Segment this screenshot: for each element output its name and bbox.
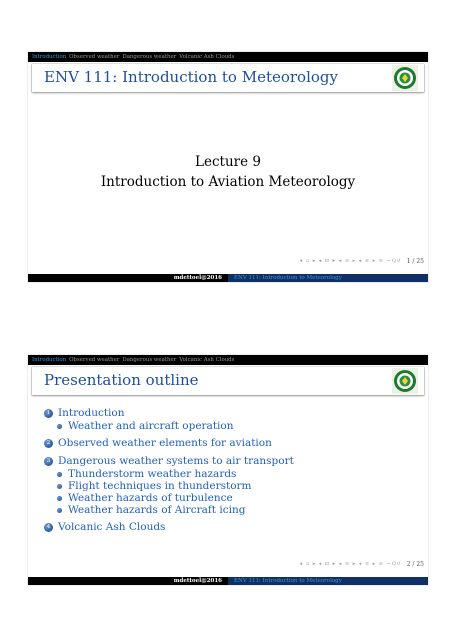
footer-author: mdettoel@2016: [28, 274, 228, 282]
subsection-label[interactable]: Thunderstorm weather hazards: [68, 468, 237, 480]
outline-subsection[interactable]: [44, 492, 294, 504]
outline-section[interactable]: [44, 455, 294, 468]
nav-item-volcanic-ash[interactable]: Volcanic Ash Clouds: [179, 357, 235, 363]
slide-title: Presentation outline: [44, 371, 199, 389]
slide-title-bar: [32, 367, 424, 395]
slide-title: ENV 111: Introduction to Meteorology: [44, 68, 338, 86]
beamer-navigation-icons[interactable]: ◂ ▫ ▸ ◂ ⊡ ▸ ◂ ≡ ▸ ◂ ≡ ▸ ≡ ∽Q↺: [299, 561, 402, 567]
bullet-ball-icon: [57, 508, 62, 513]
section-label[interactable]: Observed weather elements for aviation: [58, 437, 272, 449]
subsection-label[interactable]: Weather hazards of Aircraft icing: [68, 504, 246, 516]
bullet-ball-icon: [57, 424, 62, 429]
section-navbar: [28, 355, 428, 365]
section-number-ball-icon: 4: [44, 523, 53, 532]
outline-subsection[interactable]: [44, 468, 294, 480]
subsection-label[interactable]: Flight techniques in thunderstorm: [68, 480, 252, 492]
footer-course: ENV 111: Introduction to Meteorology: [228, 274, 428, 282]
page-number: 2 / 25: [406, 561, 424, 568]
university-logo-icon: [392, 65, 418, 91]
footer-author: mdettoel@2016: [28, 577, 228, 585]
bullet-ball-icon: [57, 472, 62, 477]
slide-1: [28, 52, 428, 282]
outline-subsection[interactable]: [44, 504, 294, 516]
nav-item-introduction[interactable]: Introduction: [32, 357, 67, 363]
outline-section[interactable]: [44, 407, 294, 420]
university-logo-icon: [392, 368, 418, 394]
outline-section[interactable]: [44, 437, 294, 450]
slide-title-bar: [32, 64, 424, 92]
section-label[interactable]: Introduction: [58, 407, 125, 419]
slide-footer: [28, 577, 428, 585]
subsection-label[interactable]: Weather and aircraft operation: [68, 420, 234, 432]
section-number-ball-icon: 1: [44, 409, 53, 418]
section-number-ball-icon: 3: [44, 457, 53, 466]
lecture-number: Lecture 9: [195, 154, 261, 170]
nav-item-dangerous-weather[interactable]: Dangerous weather: [122, 54, 177, 60]
outline-subsection[interactable]: [44, 480, 294, 492]
outline-subsection[interactable]: [44, 420, 294, 432]
bullet-ball-icon: [57, 496, 62, 501]
footer-course: ENV 111: Introduction to Meteorology: [228, 577, 428, 585]
beamer-navigation-icons[interactable]: ◂ ▫ ▸ ◂ ⊡ ▸ ◂ ≡ ▸ ◂ ≡ ▸ ≡ ∽Q↺: [299, 258, 402, 264]
nav-item-dangerous-weather[interactable]: Dangerous weather: [122, 357, 177, 363]
section-number-ball-icon: 2: [44, 439, 53, 448]
page-number: 1 / 25: [406, 258, 424, 265]
section-label[interactable]: Dangerous weather systems to air transport: [58, 455, 294, 467]
lecture-title: Introduction to Aviation Meteorology: [100, 174, 356, 190]
slide-2: [28, 355, 428, 585]
section-navbar: [28, 52, 428, 62]
section-label[interactable]: Volcanic Ash Clouds: [58, 521, 166, 533]
subsection-label[interactable]: Weather hazards of turbulence: [68, 492, 233, 504]
nav-item-volcanic-ash[interactable]: Volcanic Ash Clouds: [179, 54, 235, 60]
outline-section[interactable]: [44, 521, 294, 534]
nav-item-introduction[interactable]: Introduction: [32, 54, 67, 60]
bullet-ball-icon: [57, 484, 62, 489]
nav-item-observed-weather[interactable]: Observed weather: [69, 54, 120, 60]
outline-list: [44, 407, 294, 534]
nav-item-observed-weather[interactable]: Observed weather: [69, 357, 120, 363]
slide-footer: [28, 274, 428, 282]
